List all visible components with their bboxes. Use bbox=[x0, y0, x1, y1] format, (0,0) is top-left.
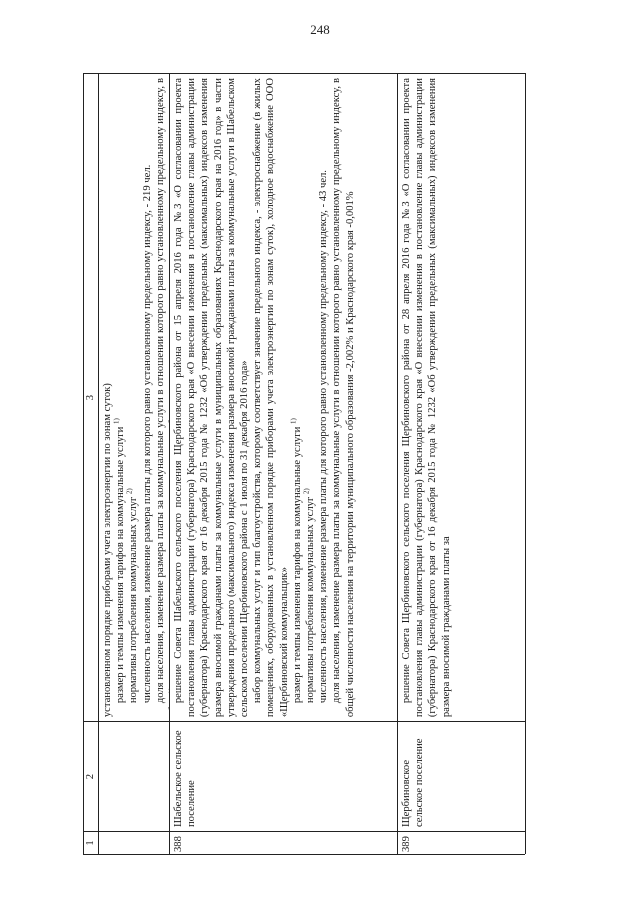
prev-line-5: доля населения, изменение размера платы за коммунальные услуги в отношении которого равно установленному предельному индексу, в bbox=[154, 78, 166, 704]
population-text: численность населения, изменение размера платы для которого равно установленному предельному индексу, - 43 чел. bbox=[318, 170, 330, 704]
prev-line-2: размер и темпы изменения тарифов на коммунальные услуги $^{1)}$ bbox=[112, 418, 127, 704]
norms-text: нормативы потребления коммунальных услуг $^{2)}$ bbox=[302, 488, 317, 704]
row-number-cell: 388 bbox=[170, 831, 397, 854]
tariff-index-table bbox=[83, 73, 525, 855]
header-col-1: 1 bbox=[84, 831, 98, 854]
table-row-389 bbox=[398, 73, 526, 854]
row-number-cell: 389 bbox=[398, 831, 525, 854]
share-text: доля населения, изменение размера платы за коммунальные услуги в отношении которого равно установленному предельному индексу, в общей численности населения на территории муниципального образования -2,002% и Краснодарского края -0,001% bbox=[331, 78, 356, 718]
settlement-name-cell bbox=[99, 721, 169, 831]
header-col-3: 3 bbox=[84, 73, 98, 721]
indicator-text-cell bbox=[170, 73, 397, 721]
prev-line-3: нормативы потребления коммунальных услуг $^{2)}$ bbox=[125, 488, 140, 704]
table-header-row bbox=[84, 73, 99, 854]
header-col-2: 2 bbox=[84, 721, 98, 831]
settlement-name-cell: Шабельское сельское поселение bbox=[170, 721, 397, 831]
table-row-388 bbox=[170, 73, 398, 854]
decision-text: решение Совета Шабельского сельского поселения Щербиновского района от 15 апреля 2016 года №3 «О согласовании проекта постановления главы администрации (губернатора) Краснодарского края «О внесении изменения в постановление главы администрации (губернатора) Краснодарского края от 16 декабря 2015 года № 1232 «Об утверждении предельных (максимальных) индексов изменения размера вносимой гражданами платы за коммунальные услуги в муниципальных образованиях Краснодарского края на 2016 год» в части утверждения предельного (максимального) индекса изменения размера вносимой гражданами платы за коммунальные услуги в Шабельском сельском поселении Щербиновского района с 1 июля по 31 декабря 2016 года» bbox=[173, 78, 251, 718]
services-text: набор коммунальных услуг и тип благоустройства, которому соответствует значение предельного индекса, - электроснабжение (в жилых помещениях, оборудованных в установленном порядке приборами учета электроэнергии по зонам суток), холодное водоснабжение ООО «Щербиновский коммунальщик» bbox=[252, 78, 290, 718]
prev-line-4: численность населения, изменение размера платы для которого равно установленному предельному индексу, - 219 чел. bbox=[141, 164, 153, 704]
prev-line-1: установленном порядке приборами учета электроэнергии по зонам суток) bbox=[102, 383, 113, 718]
decision-text: решение Совета Щербиновского сельского поселения Щербиновского района от 28 апреля 2016 года №3 «О согласовании проекта постановления главы администрации (губернатора) Краснодарского края «О внесении изменения в постановление главы администрации (губернатора) Краснодарского края от 16 декабря 2015 года № 1232 «Об утверждении предельных (максимальных) индексов изменения размера вносимой гражданами платы за bbox=[401, 78, 452, 718]
table-row-continuation bbox=[99, 73, 170, 854]
indicator-text-cell bbox=[99, 73, 169, 721]
settlement-name-cell: Щербиновское сельское поселение bbox=[398, 721, 525, 831]
row-number-cell bbox=[99, 831, 169, 854]
tariffs-text: размер и темпы изменения тарифов на коммунальные услуги $^{1)}$ bbox=[289, 418, 303, 704]
indicator-text-cell bbox=[398, 73, 525, 721]
page-number: 248 bbox=[310, 22, 330, 37]
